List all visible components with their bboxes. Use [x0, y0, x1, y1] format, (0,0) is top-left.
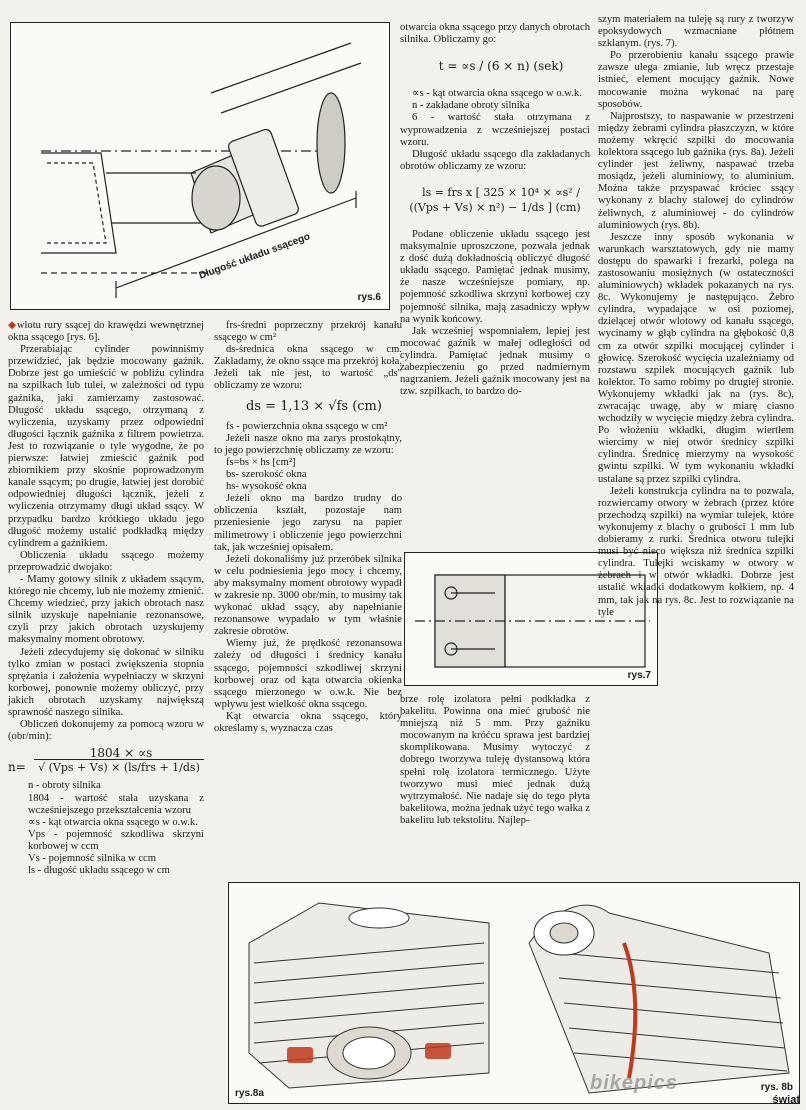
formula-denominator: √ (Vps + Vs) × (ls/frs + 1/ds) [34, 759, 204, 774]
paragraph: Wiemy już, że prędkość rezonansowa zależy od długości i średnicy kanału ssącego, pojemności szkodliwej skrzyni korbowej oraz od kąta otwarcia okienka ssącego mierzonego w o.w.k. Nie bez wpływu jest wielkość okna ssącego. [214, 638, 402, 710]
figure-label: rys. 8b [760, 1082, 793, 1093]
paragraph: ∝s - kąt otwarcia okna ssącego w o.w.k. [412, 88, 582, 100]
formula-ls: ls = frs x [ 325 × 10⁴ × ∝s² / ((Vps + Vs) × n²) − 1/ds ] (cm) [409, 185, 581, 214]
paragraph: Jeżeli nasze okno ma zarys prostokątny, to jego powierzchnię obliczamy ze wzoru: [214, 432, 402, 456]
cylinder-drawings [229, 883, 799, 1103]
paragraph: Najprostszy, to naspawanie w przestrzeni między żebrami cylindra płaszczyzn, w które możemy wkręcić szpilki do mocowania kolektora ssącego lub gaźnika (rys. 8a). Jeżeli cylinder jest żeliwny, naspawać trzeba mosiądz, jeżeli aluminiowy, to aluminium. Można także przyspawać króciec ssący wykonany z blachy stalowej do cylindrów żeliwnych, z aluminiowej - do cylindrów aluminiowych (rys. 8b). [598, 110, 794, 231]
formula-lhs: n= [8, 759, 26, 774]
legend-item: ∝s - kąt otwarcia okna ssącego w o.w.k. [28, 816, 198, 828]
figure-label: rys.8a [235, 1088, 264, 1099]
paragraph: szym materiałem na tuleję są rury z tworzyw epoksydowych wzmacniane płótnem szklanym. (rys. 7). [598, 14, 794, 50]
figure-rys6 [10, 22, 390, 310]
figure-rys8 [228, 882, 800, 1104]
paragraph: otwarcia okna ssącego przy danych obrotach silnika. Obliczamy go: [400, 22, 590, 46]
paragraph: Jeżeli konstrukcja cylindra na to pozwala, rozwiercamy otwory w żebrach (przez które przechodzą szpilki) na wymiar tulejek, które wykonujemy z blachy o grubości 1 mm lub dobieramy z rurki. Średnica otworu tulejki musi być nieco większa niż średnica szpilki cylindra. Tulejki wciskamy w otwory w żebrach i w otwór wkładki. Dobrze jest ustalić wkładki dodatkowym kołkiem, np. 4 mm, tak jak na rys. 8c. Jest to rozwiązanie na tyle [598, 485, 794, 618]
formula-ds: ds = 1,13 × √fs (cm) [246, 398, 382, 414]
column-1 [8, 320, 204, 877]
paragraph: frs-średni poprzeczny przekrój kanału ssącego w cm² [214, 320, 402, 344]
paragraph: bs- szerokość okna [226, 469, 307, 481]
column-4 [598, 14, 794, 619]
paragraph: fs=bs × hs [cm²] [226, 456, 296, 468]
column-3-top [400, 22, 590, 398]
legend-item: n - obroty silnika [28, 780, 101, 792]
paragraph: Jak wcześniej wspomniałem, lepiej jest mocować gaźnik w małej odległości od cylindra. Pamiętać jednak musimy o zabezpieczeniu go przed nadmiernym nagrzaniem. Jeżeli gaźnik mocowany jest na tzw. szpilkach, to bardzo do- [400, 325, 590, 398]
paragraph: Podane obliczenie układu ssącego jest maksymalnie uproszczone, pozwala jednak z dość dużą dokładnością obliczyć długość układu ssącego. Pamiętać jednak musimy, że nasze wcześniejsze pomiary, np. pojemność szkodliwa skrzyni korbowej czy pojemność silnika, mają zasadniczy wpływ na wynik końcowy. [400, 228, 590, 325]
paragraph: ds-średnica okna ssącego w cm. Zakładamy, że okno ssące ma przekrój koła. Jeżeli tak nie jest, to wartość „ds" obliczamy ze wzoru: [214, 344, 402, 392]
paragraph: fs - powierzchnia okna ssącego w cm² [226, 420, 388, 432]
legend-item: ls - długość układu ssącego w cm [28, 865, 170, 877]
magazine-name: świat [772, 1094, 800, 1106]
formula-n [8, 747, 204, 774]
paragraph: Kąt otwarcia okna ssącego, który określamy s, wyznacza czas [214, 710, 402, 734]
column-3-bottom [400, 694, 590, 827]
paragraph: Jeżeli dokonaliśmy już przeróbek silnika w celu podniesienia jego mocy i chcemy, aby maksymalny moment obrotowy wypadł w zakresie np. 3000 obr/min, to musimy tak wykonać układ ssący, aby napełnianie rezonansowe wypadało w tym właśnie zakresie obrotów. [214, 553, 402, 638]
paragraph: Jeżeli okno ma bardzo trudny do obliczenia kształt, pozostaje nam przeniesienie jego zarysu na papier milimetrowy i obliczenie jego powierzchni tak, jak wcześniej opisałem. [214, 493, 402, 553]
formula-numerator: 1804 × ∝s [89, 746, 153, 761]
paragraph: Obliczeń dokonujemy za pomocą wzoru w (obr/min): [8, 719, 204, 743]
legend-item: Vs - pojemność silnika w ccm [28, 853, 156, 865]
bullet-icon: ◆ [8, 320, 17, 331]
dimension-label: Długość układu ssącego [197, 231, 312, 282]
paragraph: Długość układu ssącego dla zakładanych obrotów obliczamy ze wzoru: [400, 148, 590, 172]
column-2 [214, 320, 402, 735]
paragraph: n - zakładane obroty silnika [412, 100, 530, 112]
legend-item: 1804 - wartość stała uzyskana z wcześniejszego przekształcenia wzoru [28, 792, 204, 816]
figure-label: rys.7 [627, 670, 651, 681]
carburetor-drawing [11, 23, 389, 309]
figure-label: rys.6 [357, 292, 381, 303]
paragraph: hs- wysokość okna [226, 481, 307, 493]
paragraph: Po przerobieniu kanału ssącego prawie zawsze ulega zmianie, lub wręcz przestaje istnieć, element mocujący gaźnik. Nowe mocowanie można wykonać na parę sposobów. [598, 50, 794, 110]
paragraph: Obliczenia układu ssącego możemy przeprowadzić dwojako: [8, 549, 204, 573]
formula-t: t = ∝s / (6 × n) (sek) [438, 59, 564, 74]
paragraph: Przerabiając cylinder powinniśmy przewidzieć, jak będzie mocowany gaźnik. Dobrze jest go umieścić w pobliżu cylindra na szpilkach lub tulei, w zależności od typu gaźnika, jaki zamierzamy zastosować. Długość układu ssącego, otrzymaną z wyliczenia, uzyskamy przez odpowiedni długości łącznik gaźnika z filtrem powietrza. Jest to rozwiązanie o tyle wygodne, że po pierwsze: łatwiej zmieścić gaźnik pod zbiornikiem przy skośnie poprowadzonym kanale ssącym; po drugie, łatwiej jest dorobić odpowiedniej długości łącznik, jeżeli z wyliczenia otrzymamy długi układ ssący. W przypadku bardzo krótkiego układu jego długość możemy ustalić podkładką między cylindrem a gaźnikiem. [8, 344, 204, 549]
paragraph: Jeżeli zdecydujemy się dokonać w silniku tylko zmian w postaci zwiększenia stopnia sprężania i założenia wypełniaczy w skrzyni korbowej, ponownie możemy obliczyć, przy jakich obrotach uzyskamy największą sprawność naszego silnika. [8, 646, 204, 718]
legend-item: Vps - pojemność szkodliwa skrzyni korbowej w ccm [28, 828, 204, 852]
paragraph: - Mamy gotowy silnik z układem ssącym, którego nie chcemy, lub nie możemy zmienić. Chcemy wiedzieć, przy jakich obrotach nasz silnik uzyskuje napełnianie rezonansowe, czyli przy jakich obrotach uzyskujemy maksymalny moment obrotowy. [8, 573, 204, 646]
paragraph: ◆wlotu rury ssącej do krawędzi wewnętrznej okna ssącego [rys. 6]. [8, 320, 204, 344]
paragraph: brze rolę izolatora pełni podkładka z bakelitu. Powinna ona mieć grubość nie mniejszą niż 5 mm. Przy gaźniku mocowanym na króćcu sprawa jest bardziej skomplikowana. Musimy wytoczyć z dobrego tworzywa tuleję dystansową która spełni rolę izolatora termicznego. Użyte tworzywo musi mieć jednak dużą wytrzymałość. Nie nadaje się do tego płyta bakelitowa, można jednak użyć tego wałka z bakelitu lub tekstolitu. Najlep- [400, 694, 590, 826]
paragraph: Jeszcze inny sposób wykonania w warunkach warsztatowych, gdy nie mamy dostępu do spawarki i frezarki, polega na zastosowaniu mosiężnych (w ostateczności aluminiowych) wkładek pokazanych na rys. 8c. Wykonujemy je następująco. Żebro cylindra, wypadające w osi poziomej, dzielącej otwór wlotowy od kanału ssącego, wycinamy w głąb cylindra na głębokość 0,8 cm za otwór szpilki mocującej cylinder i głowicę. Szerokość wycięcia uzależniamy od rozstawu szpilek mocujących gaźnik lub kolektor. To samo robimy po drugiej stronie. Wykonujemy wkładki jak na (rys. 8c), zwracając uwagę, aby w miarę ciasno wchodziły w wycięcie między żebra cylindra. Po włożeniu wkładki, długim wiertłem wiercimy w niej otwór średnicy szpilki cylindra. Średnicę mierzymy na wysokość gwintu szpilki. W tym wykonaniu wkładki ustalane są przez szpilki cylindra. [598, 231, 794, 485]
paragraph: 6 - wartość stała otrzymana z wyprowadzenia z wcześniejszej postaci wzoru. [400, 112, 590, 148]
watermark: bikepics [590, 1072, 679, 1094]
